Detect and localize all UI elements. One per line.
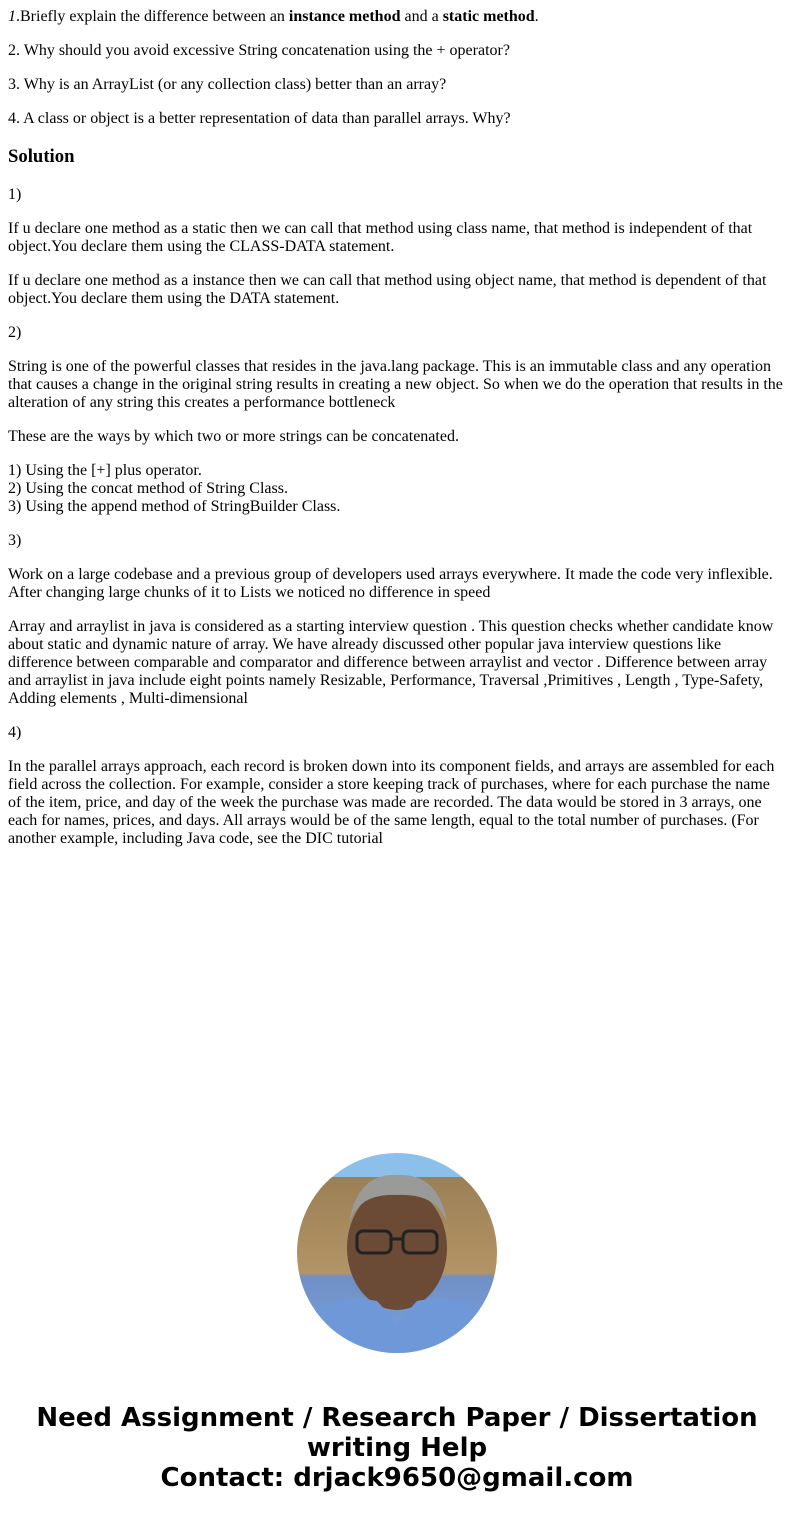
q1-text-mid: and a	[400, 8, 443, 25]
question-1	[8, 8, 786, 26]
solution-2-label: 2)	[8, 324, 22, 341]
q1-bold-static: static method	[442, 8, 535, 25]
promo-footer	[0, 1403, 794, 1493]
question-3: 3. Why is an ArrayList (or any collection class) better than an array?	[8, 76, 447, 93]
list-item: 2) Using the concat method of String Class.	[8, 480, 288, 497]
question-4: 4. A class or object is a better representation of data than parallel arrays. Why?	[8, 110, 511, 127]
solution-2-para: String is one of the powerful classes that resides in the java.lang package. This is an immutable class and any operation that causes a change in the original string results in creating a new object. So when we do the operation that results in the alteration of any string this creates a performance bottleneck	[8, 358, 783, 411]
q1-text: .Briefly explain the difference between an	[16, 8, 289, 25]
solution-3-para: Array and arraylist in java is considered as a starting interview question . This question checks whether candidate know about static and dynamic nature of array. We have already discussed other popular java interview questions like difference between comparable and comparator and difference between arraylist and vector . Difference between array and arraylist in java include eight points namely Resizable, Performance, Traversal ,Primitives , Length , Type-Safety, Adding elements , Multi-dimensional	[8, 618, 774, 707]
author-avatar	[297, 1153, 497, 1353]
solution-1-para: If u declare one method as a static then we can call that method using class name, that method is independent of that object.You declare them using the CLASS-DATA statement.	[8, 220, 753, 255]
question-number: 1	[8, 8, 16, 25]
contact-email: Contact: drjack9650@gmail.com	[160, 1463, 634, 1493]
solution-4-para: In the parallel arrays approach, each record is broken down into its component fields, and arrays are assembled for each field across the collection. For example, consider a store keeping track of purchases, where for each purchase the name of the item, price, and day of the week the purchase was made are recorded. The data would be stored in 3 arrays, one each for names, prices, and days. All arrays would be of the same length, equal to the total number of purchases. (For another example, including Java code, see the DIC tutorial	[8, 758, 775, 847]
solution-4-label: 4)	[8, 724, 22, 741]
list-item: 3) Using the append method of StringBuilder Class.	[8, 498, 341, 515]
document-body	[8, 0, 786, 864]
promo-line: Need Assignment / Research Paper / Dissertation	[36, 1403, 758, 1433]
avatar-portrait-icon	[297, 1153, 497, 1353]
solution-1-para: If u declare one method as a instance then we can call that method using object name, that method is dependent of that object.You declare them using the DATA statement.	[8, 272, 767, 307]
list-item: 1) Using the [+] plus operator.	[8, 462, 202, 479]
question-2: 2. Why should you avoid excessive String concatenation using the + operator?	[8, 42, 510, 59]
solution-2-list	[8, 462, 786, 516]
solution-heading: Solution	[8, 146, 75, 167]
solution-2-para: These are the ways by which two or more strings can be concatenated.	[8, 428, 459, 445]
solution-3-label: 3)	[8, 532, 22, 549]
solution-3-para: Work on a large codebase and a previous group of developers used arrays everywhere. It made the code very inflexible. After changing large chunks of it to Lists we noticed no difference in speed	[8, 566, 773, 601]
solution-1-label: 1)	[8, 186, 22, 203]
q1-text-end: .	[534, 8, 539, 25]
promo-line: writing Help	[306, 1433, 488, 1463]
q1-bold-instance: instance method	[288, 8, 401, 25]
